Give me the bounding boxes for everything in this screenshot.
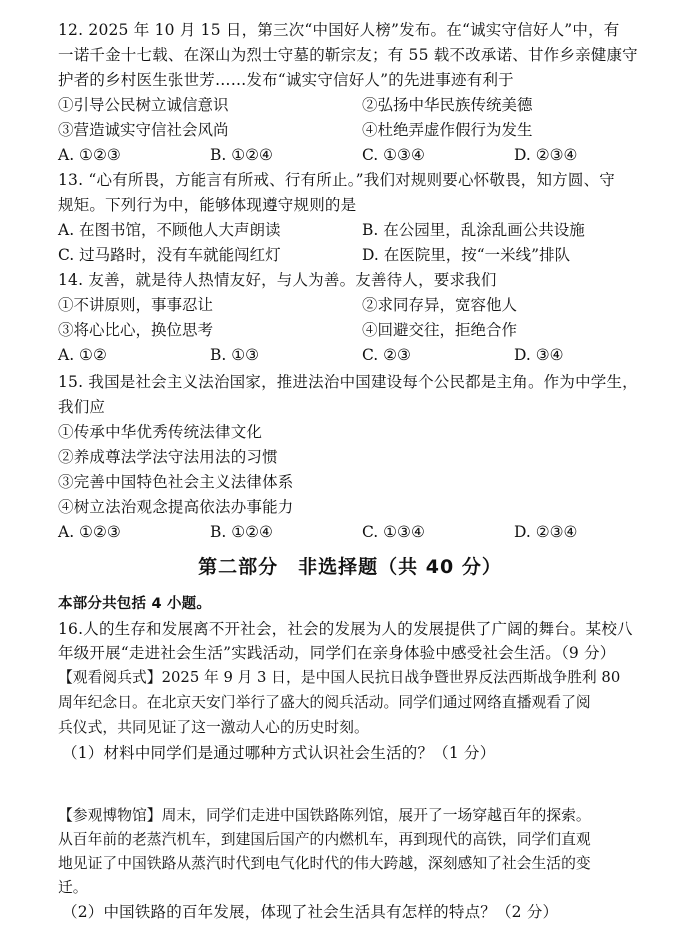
q16-material2-line-1: 【参观博物馆】周末，同学们走进中国铁路陈列馆，展开了一场穿越百年的探索。	[58, 807, 591, 824]
q14-item-2: ②求同存异，宽容他人	[362, 296, 518, 314]
q16-material1-line-1: 【观看阅兵式】2025 年 9 月 3 日，是中国人民抗日战争暨世界反法西斯战争胜利 80	[58, 669, 621, 686]
q12-item-3: ③营造诚实守信社会风尚	[58, 121, 229, 139]
q15-options	[58, 520, 666, 544]
q13-option-a: A. 在图书馆，不顾他人大声朗读	[58, 221, 281, 239]
q12-stem-line-1: 12. 2025 年 10 月 15 日，第三次“中国好人榜”发布。在“诚实守信好人”中，有	[58, 21, 620, 39]
q15-option-b: B. ①②④	[210, 523, 273, 541]
q13-stem-line-1: 13. “心有所畏，方能言有所戒、行有所止。”我们对规则要心怀敬畏，知方圆、守	[58, 171, 615, 189]
q13-option-b: B. 在公园里，乱涂乱画公共设施	[362, 221, 585, 239]
q12-stem-line-3: 护者的乡村医生张世芳……发布“诚实守信好人”的先进事迹有利于	[58, 71, 514, 89]
q14-stem-line-1: 14. 友善，就是待人热情友好，与人为善。友善待人，要求我们	[58, 271, 497, 289]
q13-options-row-2	[58, 243, 666, 267]
q16-sub-question-1: （1）材料中同学们是通过哪种方式认识社会生活的？（1 分）	[62, 744, 496, 762]
q15-item-4: ④树立法治观念提高依法办事能力	[58, 498, 294, 516]
q14-item-1: ①不讲原则，事事忍让	[58, 296, 214, 314]
q16-material2-line-3: 地见证了中国铁路从蒸汽时代到电气化时代的伟大跨越，深刻感知了社会生活的变	[58, 855, 591, 872]
q14-items-row-2	[58, 318, 666, 342]
q13-stem-line-2: 规矩。下列行为中，能够体现遵守规则的是	[58, 196, 357, 214]
q15-item-2: ②养成尊法学法守法用法的习惯	[58, 448, 278, 466]
q16-stem-line-2: 年级开展“走进社会生活”实践活动，同学们在亲身体验中感受社会生活。（9 分）	[58, 644, 616, 662]
q12-options	[58, 143, 666, 167]
q14-option-c: C. ②③	[362, 346, 411, 364]
q14-items-row-1	[58, 293, 666, 317]
q12-item-4: ④杜绝弄虚作假行为发生	[362, 121, 533, 139]
q16-material1-line-3: 兵仪式，共同见证了这一激动人心的历史时刻。	[58, 719, 369, 736]
q12-option-d: D. ②③④	[514, 146, 578, 164]
q16-sub-question-2: （2）中国铁路的百年发展，体现了社会生活具有怎样的特点？（2 分）	[62, 903, 559, 921]
part2-intro: 本部分共包括 4 小题。	[58, 596, 212, 612]
q15-stem-line-2: 我们应	[58, 398, 106, 416]
q15-option-d: D. ②③④	[514, 523, 578, 541]
q14-item-3: ③将心比心，换位思考	[58, 321, 214, 339]
q13-option-c: C. 过马路时，没有车就能闯红灯	[58, 246, 281, 264]
q14-option-d: D. ③④	[514, 346, 564, 364]
q15-option-a: A. ①②③	[58, 523, 121, 541]
q15-stem-line-1: 15. 我国是社会主义法治国家，推进法治中国建设每个公民都是主角。作为中学生，	[58, 373, 638, 391]
q14-option-b: B. ①③	[210, 346, 260, 364]
q12-items-row-1	[58, 93, 666, 117]
q12-option-c: C. ①③④	[362, 146, 425, 164]
q14-options	[58, 343, 666, 367]
q12-option-b: B. ①②④	[210, 146, 273, 164]
q12-items-row-2	[58, 118, 666, 142]
q14-item-4: ④回避交往，拒绝合作	[362, 321, 518, 339]
q12-option-a: A. ①②③	[58, 146, 121, 164]
q13-options-row-1	[58, 218, 666, 242]
q13-option-d: D. 在医院里，按“一米线”排队	[362, 246, 571, 264]
q16-material2-line-4: 迁。	[58, 879, 88, 896]
q16-stem-line-1: 16.人的生存和发展离不开社会，社会的发展为人的发展提供了广阔的舞台。某校八	[58, 620, 633, 638]
q12-item-2: ②弘扬中华民族传统美德	[362, 96, 533, 114]
q12-stem-line-2: 一诺千金十七载、在深山为烈士守墓的靳宗友；有 55 载不改承诺、甘作乡亲健康守	[58, 46, 638, 64]
q16-material2-line-2: 从百年前的老蒸汽机车，到建国后国产的内燃机车，再到现代的高铁，同学们直观	[58, 831, 591, 848]
q14-option-a: A. ①②	[58, 346, 107, 364]
part2-title: 第二部分 非选择题（共 40 分）	[198, 556, 502, 578]
q16-material1-line-2: 周年纪念日。在北京天安门举行了盛大的阅兵活动。同学们通过网络直播观看了阅	[58, 694, 591, 711]
q15-item-1: ①传承中华优秀传统法律文化	[58, 423, 263, 441]
q15-item-3: ③完善中国特色社会主义法律体系	[58, 473, 294, 491]
q12-item-1: ①引导公民树立诚信意识	[58, 96, 229, 114]
q15-option-c: C. ①③④	[362, 523, 425, 541]
